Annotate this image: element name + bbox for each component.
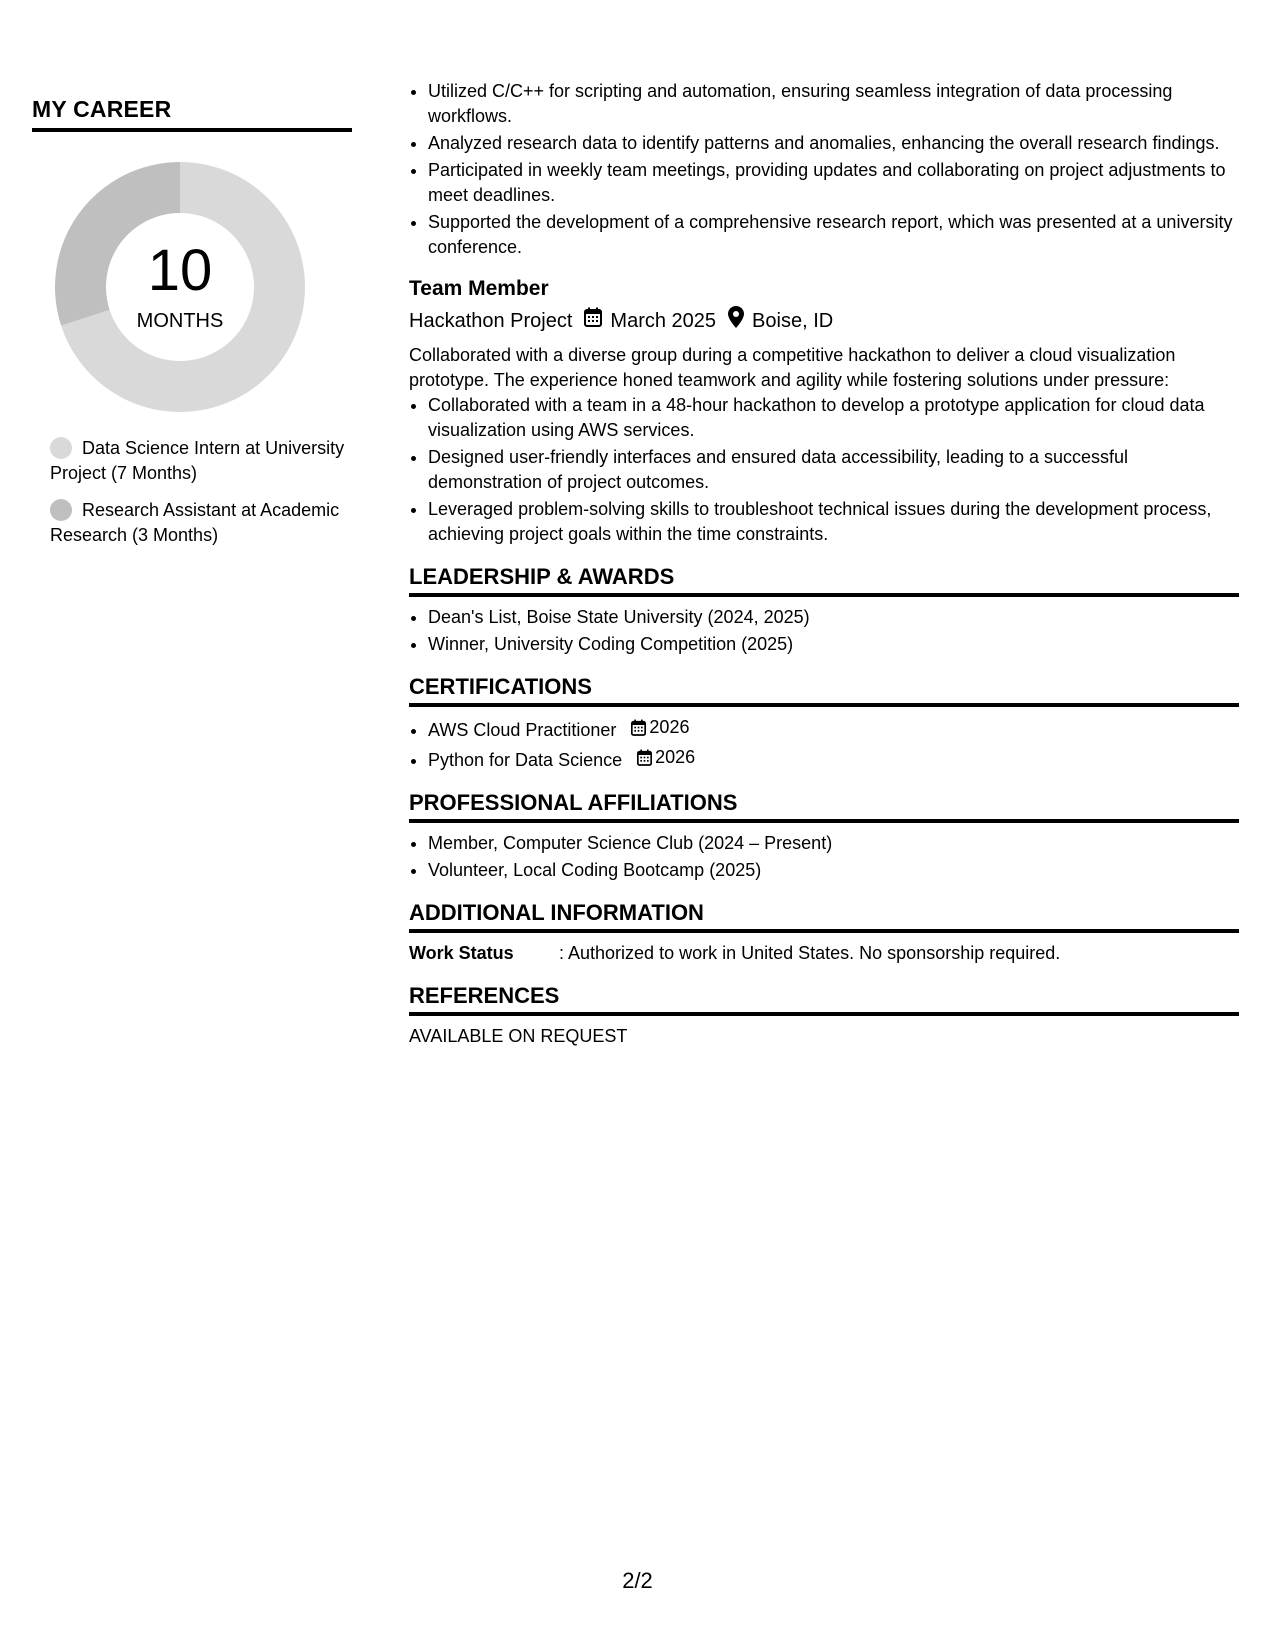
work-status-label: Work Status bbox=[409, 943, 514, 963]
bullet-item: • Collaborated with a team in a 48-hour hackathon to develop a prototype application for cloud data visualization using AWS services. bbox=[428, 393, 1239, 443]
legend-item bbox=[50, 436, 350, 486]
cert-name: Python for Data Science bbox=[428, 750, 623, 770]
bullet-item: • Analyzed research data to identify patterns and anomalies, enhancing the overall research findings. bbox=[428, 131, 1239, 156]
bullet-item: • Supported the development of a comprehensive research report, which was presented at a university conference. bbox=[428, 210, 1239, 260]
bullet-item: • Participated in weekly team meetings, providing updates and collaborating on project adjustments to meet deadlines. bbox=[428, 158, 1239, 208]
role-date: March 2025 bbox=[610, 309, 717, 332]
career-donut-chart bbox=[55, 162, 305, 412]
role-location: Boise, ID bbox=[752, 309, 834, 332]
list-item: • Winner, University Coding Competition (2025) bbox=[428, 632, 1239, 657]
calendar-icon bbox=[584, 307, 602, 334]
bullet-item: • Utilized C/C++ for scripting and automation, ensuring seamless integration of data processing workflows. bbox=[428, 79, 1239, 129]
cert-name: AWS Cloud Practitioner bbox=[428, 720, 617, 740]
role-title: Team Member bbox=[409, 277, 549, 300]
role-organization: Hackathon Project bbox=[409, 309, 573, 332]
calendar-icon bbox=[631, 719, 646, 736]
role-meta bbox=[409, 306, 1239, 335]
role-bullets bbox=[409, 393, 1239, 547]
map-pin-icon bbox=[728, 306, 744, 335]
legend-label: Research Assistant at Academic Research (3 Months) bbox=[50, 500, 340, 545]
cert-year: 2026 bbox=[655, 747, 696, 767]
section-heading-certifications: CERTIFICATIONS bbox=[409, 673, 1239, 707]
section-heading-additional: ADDITIONAL INFORMATION bbox=[409, 899, 1239, 933]
calendar-icon bbox=[637, 749, 652, 766]
bullet-item: • Leveraged problem-solving skills to troubleshoot technical issues during the development process, achieving project goals within the time constraints. bbox=[428, 497, 1239, 547]
cert-year: 2026 bbox=[649, 717, 690, 737]
donut-total-value: 10 bbox=[147, 238, 213, 303]
page-number: 2/2 bbox=[622, 1568, 653, 1593]
career-heading: MY CAREER bbox=[32, 96, 352, 132]
section-heading-affiliations: PROFESSIONAL AFFILIATIONS bbox=[409, 789, 1239, 823]
leadership-list bbox=[409, 605, 1239, 657]
list-item: • Member, Computer Science Club (2024 – Present) bbox=[428, 831, 1239, 856]
affiliations-list bbox=[409, 831, 1239, 883]
list-item: • Volunteer, Local Coding Bootcamp (2025) bbox=[428, 858, 1239, 883]
certifications-list bbox=[409, 715, 1239, 773]
donut-total-unit: MONTHS bbox=[136, 310, 224, 332]
work-status-row bbox=[409, 941, 1239, 966]
cert-date bbox=[631, 715, 689, 740]
legend-label: Data Science Intern at University Project (7 Months) bbox=[50, 438, 345, 483]
main-column bbox=[409, 79, 1239, 1049]
legend-dot bbox=[50, 499, 72, 521]
role-description: Collaborated with a diverse group during a competitive hackathon to deliver a cloud visualization prototype. The experience honed teamwork and agility while fostering solutions under pressure: bbox=[409, 345, 1176, 390]
cert-date bbox=[637, 745, 695, 770]
bullet-item: • Designed user-friendly interfaces and ensured data accessibility, leading to a successful demonstration of project outcomes. bbox=[428, 445, 1239, 495]
previous-role-bullets bbox=[409, 79, 1239, 260]
list-item: • Dean's List, Boise State University (2024, 2025) bbox=[428, 605, 1239, 630]
work-status-value: : Authorized to work in United States. No sponsorship required. bbox=[559, 943, 1061, 963]
career-sidebar bbox=[32, 96, 352, 560]
section-heading-leadership: LEADERSHIP & AWARDS bbox=[409, 563, 1239, 597]
legend-dot bbox=[50, 437, 72, 459]
list-item bbox=[428, 715, 1239, 743]
legend-item bbox=[50, 498, 350, 548]
references-text: AVAILABLE ON REQUEST bbox=[409, 1026, 628, 1046]
list-item bbox=[428, 745, 1239, 773]
section-heading-references: REFERENCES bbox=[409, 982, 1239, 1016]
donut-legend bbox=[50, 436, 350, 548]
